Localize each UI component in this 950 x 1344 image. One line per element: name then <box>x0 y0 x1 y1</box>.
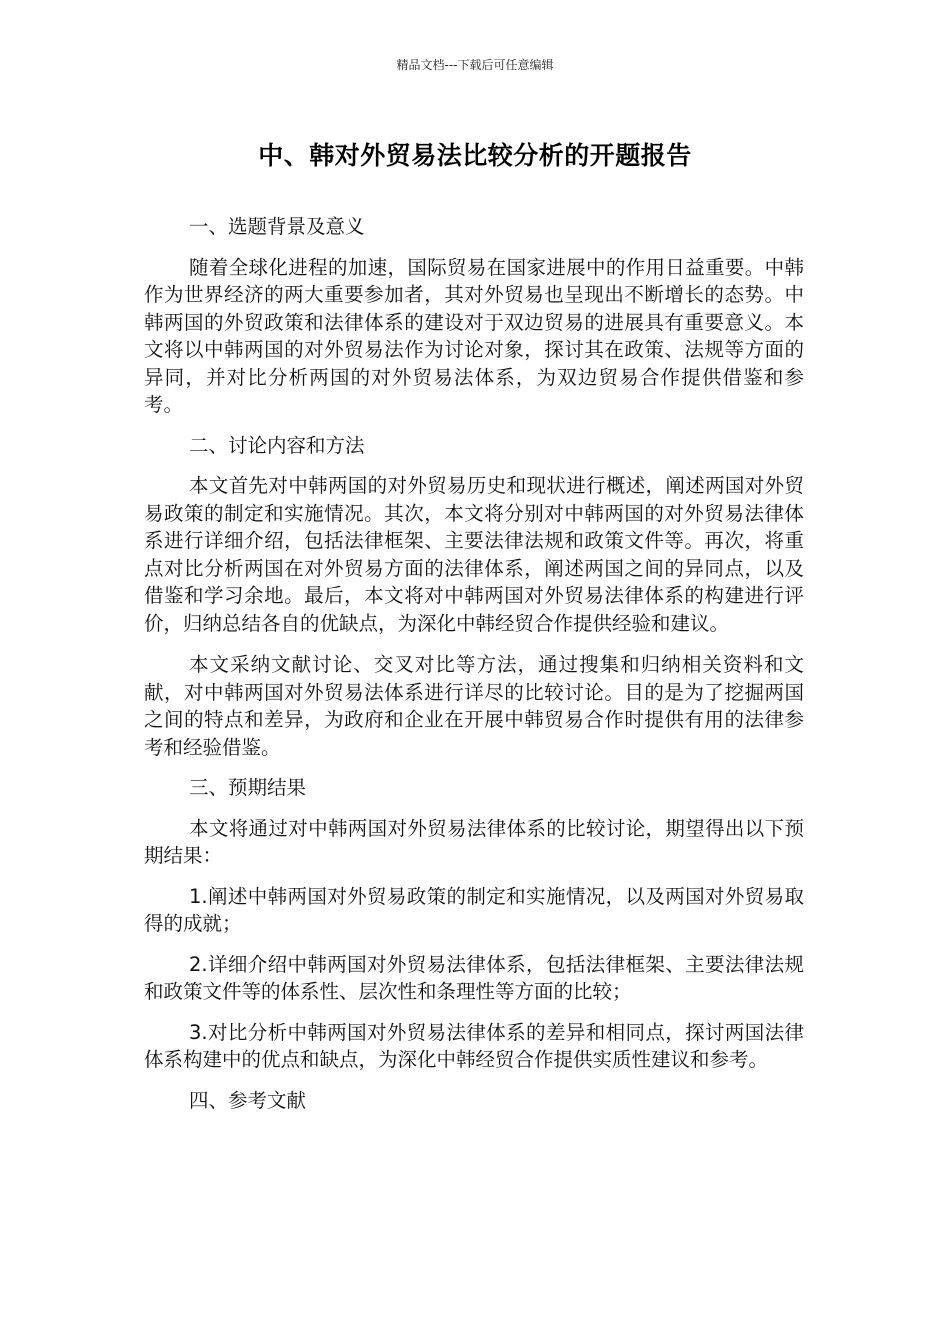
list-item-result-1: 1.阐述中韩两国对外贸易政策的制定和实施情况，以及两国对外贸易取得的成就； <box>144 884 804 935</box>
paragraph-expected-intro: 本文将通过对中韩两国对外贸易法律体系的比较讨论，期望得出以下预期结果： <box>144 816 804 867</box>
list-item-result-3: 3.对比分析中韩两国对外贸易法律体系的差异和相同点，探讨两国法律体系构建中的优点和缺点，为深化中韩经贸合作提供实质性建议和参考。 <box>144 1020 804 1071</box>
document-title: 中、韩对外贸易法比较分析的开题报告 <box>258 141 692 170</box>
paragraph-background: 随着全球化进程的加速，国际贸易在国家进展中的作用日益重要。中韩作为世界经济的两大重要参加者，其对外贸易也呈现出不断增长的态势。中韩两国的外贸政策和法律体系的建设对于双边贸易的进展具有重要意义。本文将以中韩两国的对外贸易法作为讨论对象，探讨其在政策、法规等方面的异同，并对比分析两国的对外贸易法体系，为双边贸易合作提供借鉴和参考。 <box>144 255 804 416</box>
section-heading-content-method: 二、讨论内容和方法 <box>189 433 365 457</box>
section-heading-references: 四、参考文献 <box>189 1088 307 1112</box>
list-item-result-2: 2.详细介绍中韩两国对外贸易法律体系，包括法律框架、主要法律法规和政策文件等的体系性、层次性和条理性等方面的比较； <box>144 952 804 1003</box>
document-body <box>144 213 804 1114</box>
header-note: 精品文档---下载后可任意编辑 <box>396 58 554 72</box>
paragraph-method: 本文采纳文献讨论、交叉对比等方法，通过搜集和归纳相关资料和文献，对中韩两国对外贸易法体系进行详尽的比较讨论。目的是为了挖掘两国之间的特点和差异，为政府和企业在开展中韩贸易合作时提供有用的法律参考和经验借鉴。 <box>144 653 804 759</box>
paragraph-content: 本文首先对中韩两国的对外贸易历史和现状进行概述，阐述两国对外贸易政策的制定和实施情况。其次，本文将分别对中韩两国的对外贸易法律体系进行详细介绍，包括法律框架、主要法律法规和政策文件等。再次，将重点对比分析两国在对外贸易方面的法律体系，阐述两国之间的异同点，以及借鉴和学习余地。最后，本文将对中韩两国对外贸易法律体系的构建进行评价，归纳总结各自的优缺点，为深化中韩经贸合作提供经验和建议。 <box>144 474 804 635</box>
section-heading-expected-results: 三、预期结果 <box>189 776 307 799</box>
section-heading-background: 一、选题背景及意义 <box>189 215 365 238</box>
